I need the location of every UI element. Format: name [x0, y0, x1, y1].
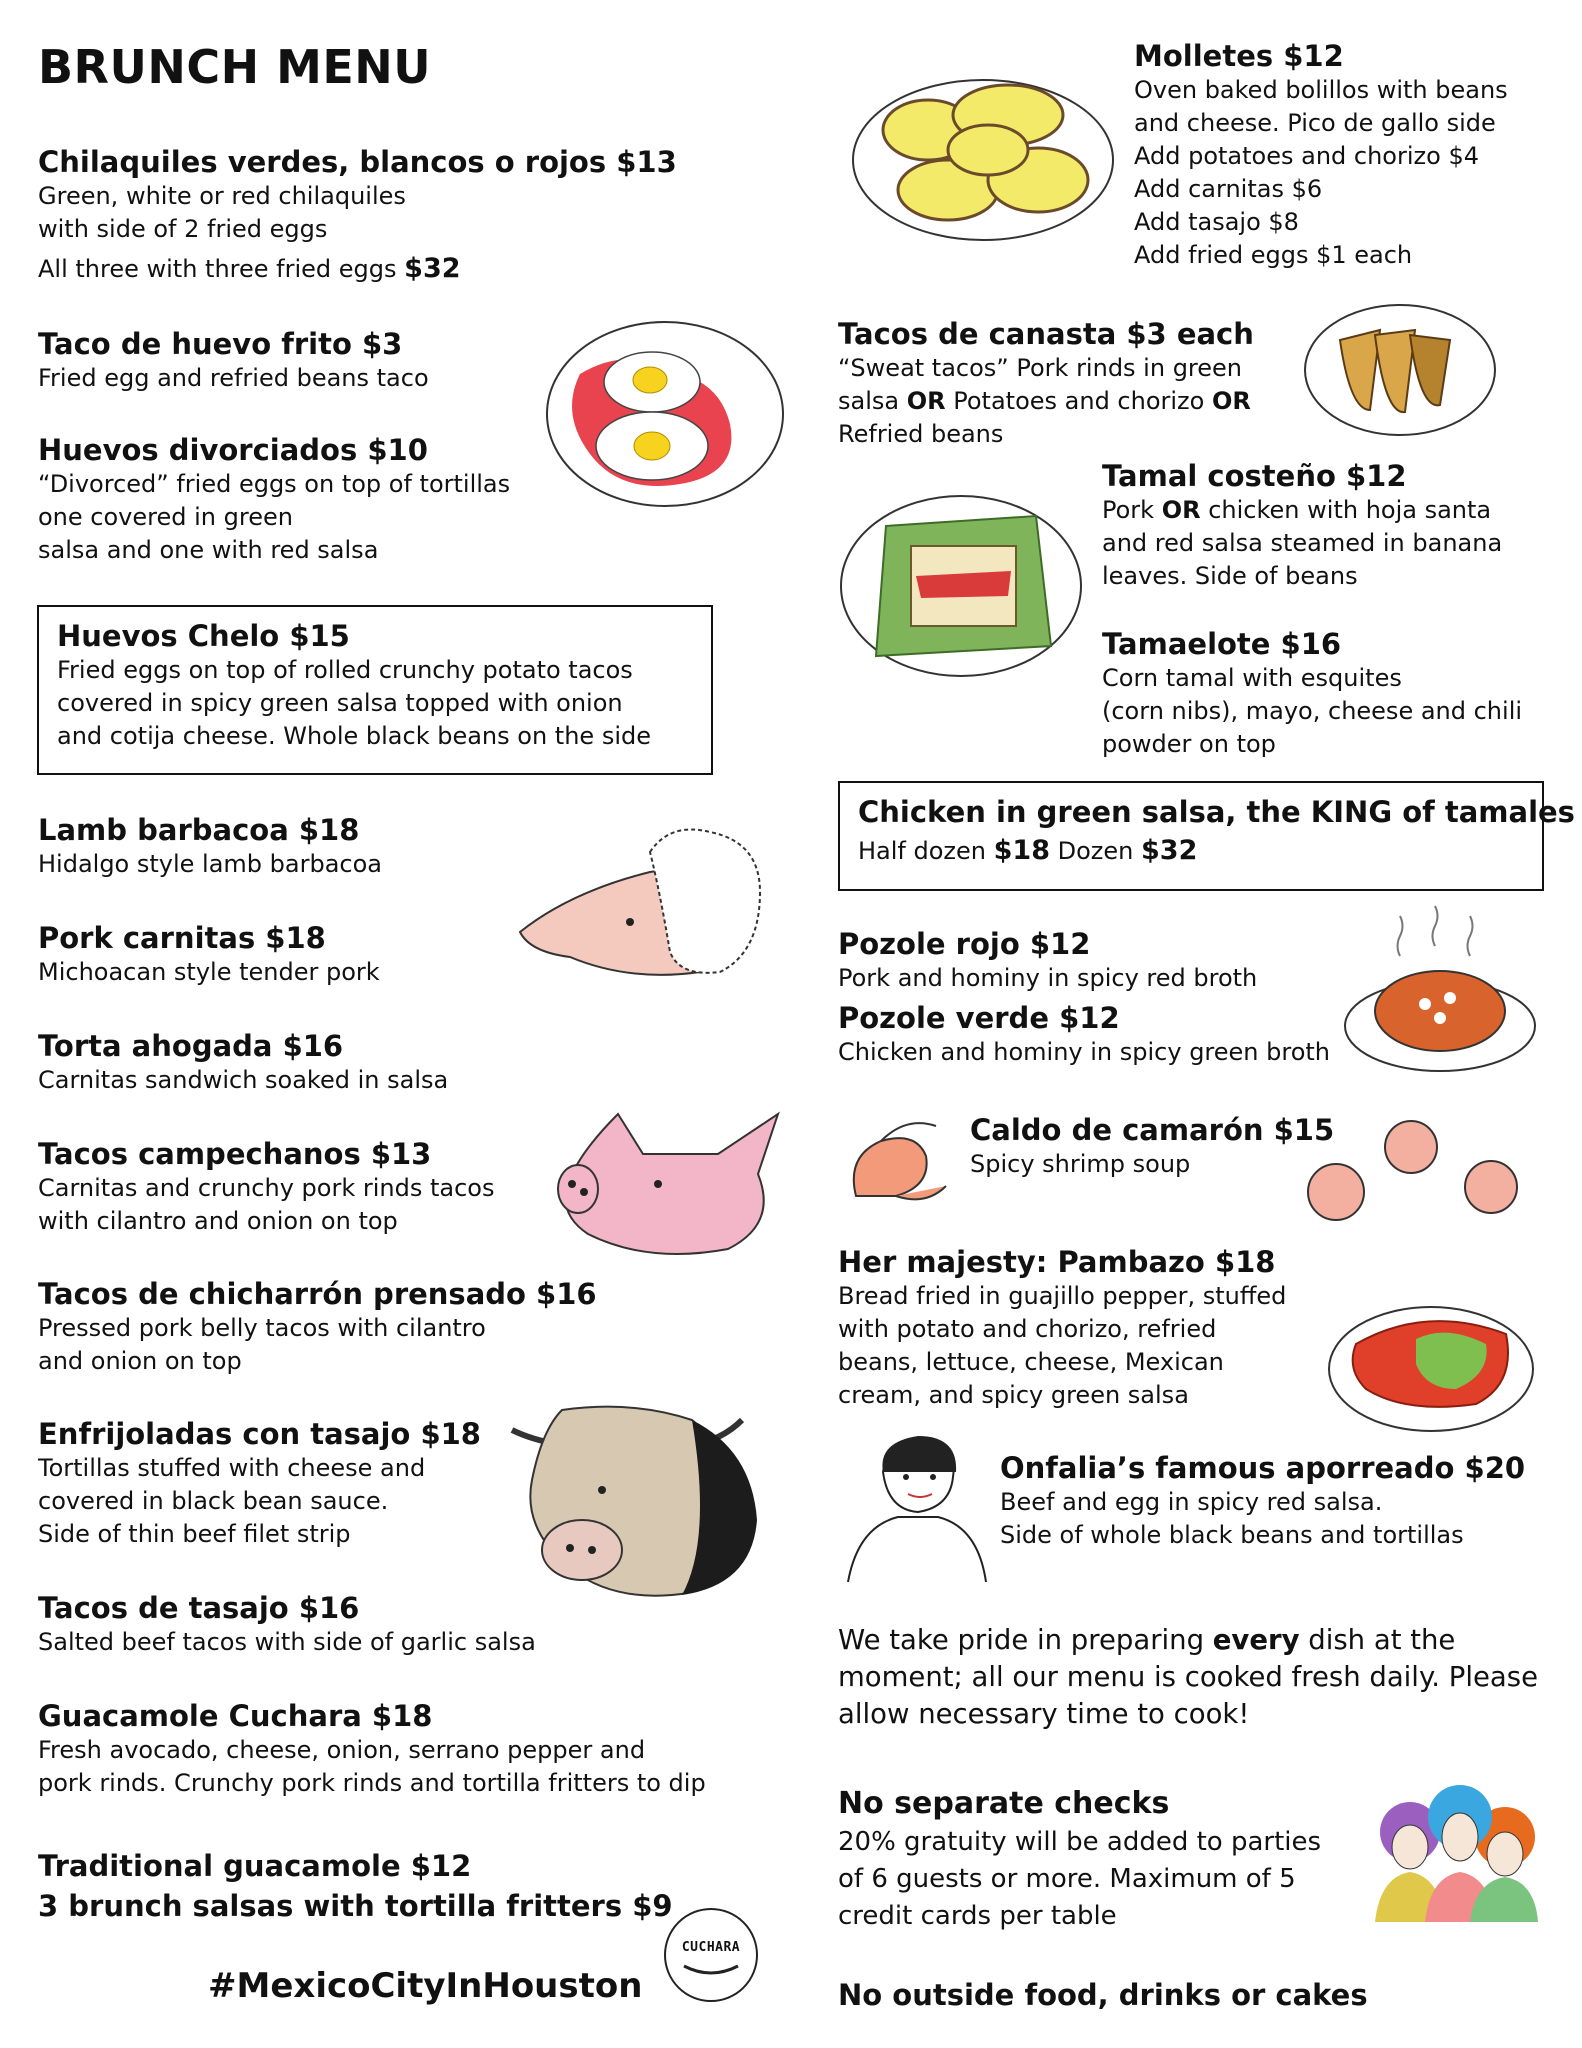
item-title: 3 brunch salsas with tortilla fritters $9: [38, 1889, 673, 1923]
item-title: Chicken in green salsa, the KING of tamales: [858, 795, 1575, 829]
item-desc-line: Add tasajo $8: [1134, 208, 1299, 236]
menu-item-taco-huevo: [38, 326, 429, 395]
lamb-head-illustration: [510, 812, 770, 992]
item-title: Torta ahogada $16: [38, 1029, 344, 1063]
item-desc-line: Fried eggs on top of rolled crunchy potato tacos: [57, 656, 633, 684]
item-desc-line: Add potatoes and chorizo $4: [1134, 142, 1479, 170]
note-text: We take pride in preparing: [838, 1624, 1213, 1656]
item-title: Tacos campechanos $13: [38, 1137, 432, 1171]
item-desc-line: Salted beef tacos with side of garlic salsa: [38, 1628, 536, 1656]
item-desc-line: Half dozen: [858, 837, 994, 865]
item-price: $18: [993, 835, 1050, 866]
molletes-illustration: [838, 50, 1128, 260]
menu-item-guacamole-cuchara: [38, 1698, 706, 1800]
menu-item-pozole-verde: [838, 1000, 1330, 1069]
or-word: OR: [906, 387, 946, 415]
note-text: dish at the: [1299, 1624, 1456, 1656]
item-desc-line: salsa: [838, 387, 907, 415]
menu-item-tacos-campechanos: [38, 1136, 494, 1238]
menu-item-torta-ahogada: [38, 1028, 448, 1097]
menu-item-pozole-rojo: [838, 926, 1257, 995]
item-desc-line: Dozen: [1050, 837, 1141, 865]
item-desc-line: Green, white or red chilaquiles: [38, 182, 406, 210]
item-price: $32: [1141, 835, 1198, 866]
cuchara-logo: [664, 1908, 758, 2002]
item-desc-line: (corn nibs), mayo, cheese and chili: [1102, 697, 1523, 725]
item-title: Guacamole Cuchara $18: [38, 1699, 433, 1733]
item-title: Taco de huevo frito $3: [38, 327, 403, 361]
item-desc-line: with side of 2 fried eggs: [38, 215, 328, 243]
item-price: $32: [404, 253, 461, 284]
freshness-note: [838, 1622, 1538, 1733]
bull-head-illustration: [492, 1400, 772, 1600]
menu-item-tamal-costeno: [1102, 458, 1502, 593]
item-desc-line: Oven baked bolillos with beans: [1134, 76, 1508, 104]
item-desc-line: Side of thin beef filet strip: [38, 1520, 351, 1548]
item-desc-line: Chicken and hominy in spicy green broth: [838, 1038, 1331, 1066]
menu-item-traditional-guacamole: [38, 1846, 673, 1926]
fried-eggs-illustration: [540, 314, 790, 514]
item-desc-line: All three with three fried eggs: [38, 255, 405, 283]
pambazo-illustration: [1326, 1294, 1536, 1434]
checks-policy: [838, 1784, 1321, 1935]
item-desc-line: Carnitas sandwich soaked in salsa: [38, 1066, 449, 1094]
item-desc-line: “Divorced” fried eggs on top of tortillas: [38, 470, 511, 498]
policy-line: of 6 guests or more. Maximum of 5: [838, 1864, 1296, 1894]
item-desc-line: Hidalgo style lamb barbacoa: [38, 850, 383, 878]
menu-item-caldo-camaron: [970, 1112, 1334, 1181]
note-emphasis: every: [1212, 1624, 1300, 1656]
item-desc-line: Fried egg and refried beans taco: [38, 364, 429, 392]
menu-item-tacos-tasajo: [38, 1590, 536, 1659]
item-desc-line: Spicy shrimp soup: [970, 1150, 1191, 1178]
menu-item-pambazo: [838, 1244, 1286, 1412]
tamal-illustration: [836, 486, 1086, 686]
spoon-icon: [680, 1962, 742, 1978]
three-women-illustration: [1370, 1782, 1540, 1922]
item-title: Huevos Chelo $15: [57, 619, 350, 653]
item-desc-line: Bread fried in guajillo pepper, stuffed: [838, 1282, 1287, 1310]
menu-item-pork-carnitas: [38, 920, 380, 989]
item-desc-line: Carnitas and crunchy pork rinds tacos: [38, 1174, 495, 1202]
menu-item-enfrijoladas: [38, 1416, 481, 1551]
item-title: Tamal costeño $12: [1102, 459, 1407, 493]
item-desc-line: powder on top: [1102, 730, 1276, 758]
note-text: allow necessary time to cook!: [838, 1698, 1250, 1730]
or-word: OR: [1211, 387, 1251, 415]
item-desc-line: leaves. Side of beans: [1102, 562, 1358, 590]
item-desc-line: Pressed pork belly tacos with cilantro: [38, 1314, 486, 1342]
pig-head-illustration: [548, 1094, 808, 1264]
menu-item-tacos-canasta: [838, 316, 1254, 451]
shrimp-icon: [836, 1116, 956, 1216]
pozole-illustration: [1340, 906, 1540, 1076]
hashtag: #MexicoCityInHouston: [208, 1966, 643, 2006]
item-desc-line: Michoacan style tender pork: [38, 958, 380, 986]
item-desc-line: Refried beans: [838, 420, 1004, 448]
item-desc-line: chicken with hoja santa: [1200, 496, 1492, 524]
note-text: moment; all our menu is cooked fresh daily. Please: [838, 1661, 1539, 1693]
menu-item-huevos-divorciados: [38, 432, 510, 567]
item-title: Huevos divorciados $10: [38, 433, 428, 467]
item-desc-line: Potatoes and chorizo: [945, 387, 1212, 415]
item-desc-line: pork rinds. Crunchy pork rinds and tortilla fritters to dip: [38, 1769, 706, 1797]
item-desc-line: and cotija cheese. Whole black beans on the side: [57, 722, 651, 750]
item-title: Tacos de chicharrón prensado $16: [38, 1277, 597, 1311]
item-desc-line: Add fried eggs $1 each: [1134, 241, 1413, 269]
item-desc-line: beans, lettuce, cheese, Mexican: [838, 1348, 1224, 1376]
item-title: Tamaelote $16: [1102, 627, 1342, 661]
item-desc-line: and red salsa steamed in banana: [1102, 529, 1503, 557]
item-title: Tacos de tasajo $16: [38, 1591, 360, 1625]
item-desc-line: covered in black bean sauce.: [38, 1487, 389, 1515]
item-desc-line: Add carnitas $6: [1134, 175, 1323, 203]
item-desc-line: and onion on top: [38, 1347, 242, 1375]
item-desc-line: Side of whole black beans and tortillas: [1000, 1521, 1464, 1549]
item-title: Her majesty: Pambazo $18: [838, 1245, 1276, 1279]
item-desc-line: with cilantro and onion on top: [38, 1207, 398, 1235]
item-desc-line: cream, and spicy green salsa: [838, 1381, 1189, 1409]
menu-item-chilaquiles: [38, 144, 677, 286]
item-title: Pozole rojo $12: [838, 927, 1091, 961]
item-desc-line: Pork: [1102, 496, 1162, 524]
item-desc-line: and cheese. Pico de gallo side: [1134, 109, 1496, 137]
shrimp-group-illustration: [1296, 1112, 1536, 1242]
item-title: Onfalia’s famous aporreado $20: [1000, 1451, 1526, 1485]
logo-text: CUCHARA: [681, 1940, 741, 1955]
menu-item-lamb-barbacoa: [38, 812, 382, 881]
tacos-canasta-illustration: [1300, 300, 1500, 440]
item-title: Lamb barbacoa $18: [38, 813, 360, 847]
menu-item-aporreado: [1000, 1450, 1525, 1552]
item-desc-line: Corn tamal with esquites: [1102, 664, 1402, 692]
policy-title: No separate checks: [838, 1786, 1170, 1821]
outside-food-policy: No outside food, drinks or cakes: [838, 1978, 1368, 2012]
item-title: Pork carnitas $18: [38, 921, 326, 955]
menu-item-tacos-chicharron: [38, 1276, 597, 1378]
onfalia-portrait-illustration: [838, 1432, 988, 1582]
menu-item-tamaelote: [1102, 626, 1522, 761]
item-title: Pozole verde $12: [838, 1001, 1120, 1035]
or-word: OR: [1161, 496, 1201, 524]
item-title: Enfrijoladas con tasajo $18: [38, 1417, 481, 1451]
menu-item-tamales-king: [858, 794, 1575, 868]
item-desc-line: Beef and egg in spicy red salsa.: [1000, 1488, 1383, 1516]
item-title: Traditional guacamole $12: [38, 1849, 472, 1883]
policy-line: credit cards per table: [838, 1901, 1117, 1931]
item-desc-line: “Sweat tacos” Pork rinds in green: [838, 354, 1243, 382]
item-desc-line: one covered in green: [38, 503, 293, 531]
policy-line: 20% gratuity will be added to parties: [838, 1827, 1322, 1857]
item-desc-line: salsa and one with red salsa: [38, 536, 379, 564]
item-desc-line: Fresh avocado, cheese, onion, serrano pepper and: [38, 1736, 646, 1764]
item-title: Chilaquiles verdes, blancos o rojos $13: [38, 145, 677, 179]
item-title: Molletes $12: [1134, 39, 1344, 73]
menu-item-molletes: [1134, 38, 1508, 272]
item-desc-line: with potato and chorizo, refried: [838, 1315, 1217, 1343]
item-desc-line: Tortillas stuffed with cheese and: [38, 1454, 426, 1482]
item-title: Tacos de canasta $3 each: [838, 317, 1254, 351]
menu-item-huevos-chelo: [57, 618, 651, 753]
page-title: BRUNCH MENU: [38, 40, 432, 94]
item-desc-line: Pork and hominy in spicy red broth: [838, 964, 1258, 992]
item-desc-line: covered in spicy green salsa topped with onion: [57, 689, 623, 717]
item-title: Caldo de camarón $15: [970, 1113, 1335, 1147]
